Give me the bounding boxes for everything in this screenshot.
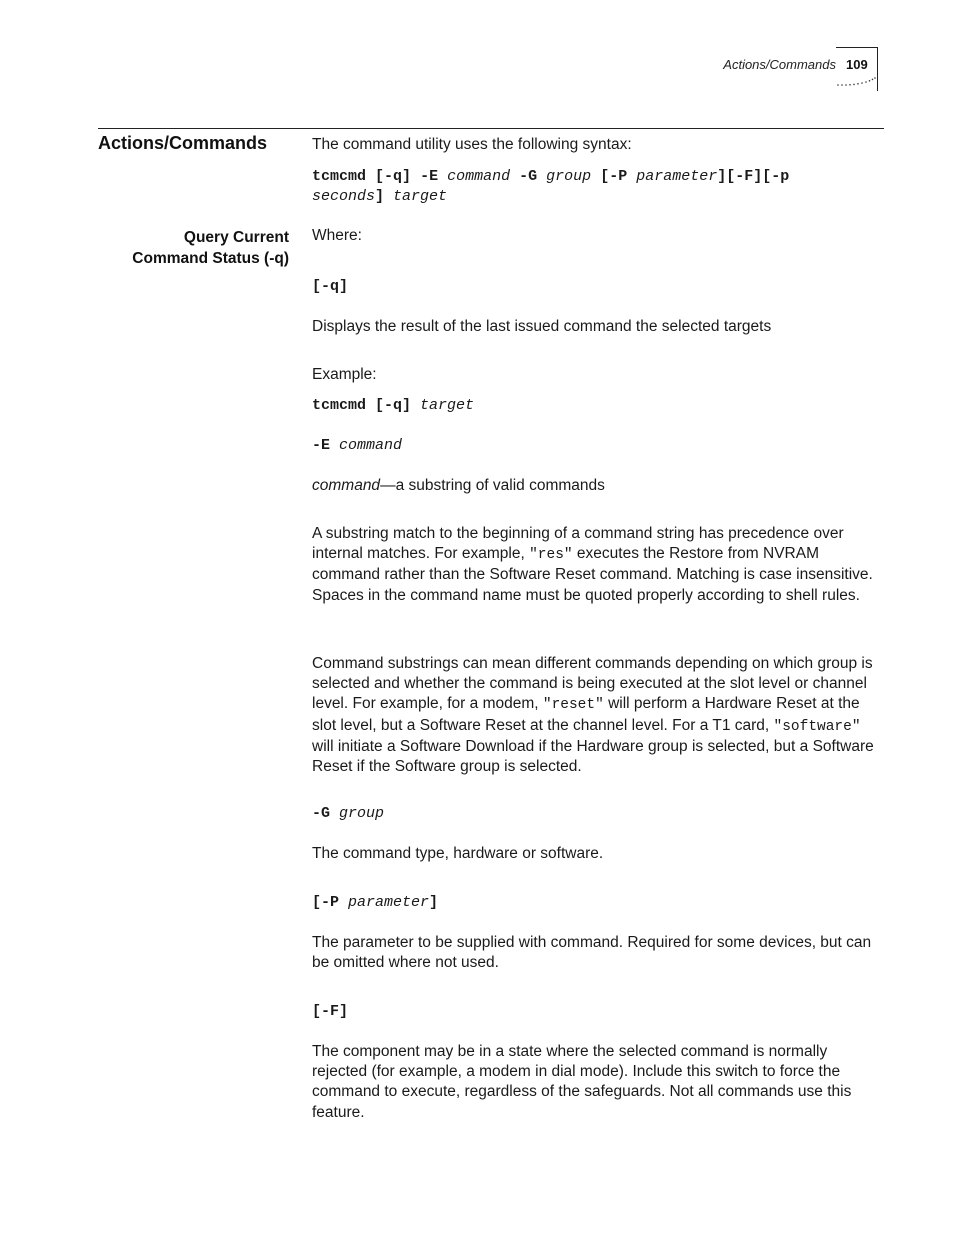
subsection-heading [98,227,289,269]
syntax-p2-open: [-p [762,168,790,185]
e-option-para2: Command substrings can mean different commands depending on which group is selected and whether the command is being executed at the slot level or channel level. For example, for a modem, "reset" will perform a Hardware Reset at the slot level, but a Software Reset at the channel level. For a T1 card, "software" will initiate a Software Download if the Hardware group is selected, but a Software Reset if the Software group is selected. [312,655,874,776]
p-open: [-P [312,894,340,911]
syntax-g-flag: -G [519,168,538,185]
syntax-command-arg: command [447,168,511,185]
code-res: "res" [529,547,573,564]
p-option-label [312,893,884,913]
syntax-q-flag: [-q] [375,168,412,185]
e-def-rest: —a substring of valid commands [380,477,605,494]
e-option-label [312,436,884,456]
e-option-definition [312,476,884,496]
f-option-label: [-F] [312,1003,349,1020]
p-option-desc: The parameter to be supplied with command. Required for some devices, but can be omitted where not used. [312,934,872,972]
syntax-p2-close: ] [375,188,385,205]
syntax-target-arg: target [393,188,448,205]
dotted-curve-decoration [836,76,880,88]
section-heading: Actions/Commands [98,133,268,153]
example-label: Example: [312,366,377,383]
p-arg: parameter [348,894,430,911]
syntax-f-flag: [-F] [726,168,763,185]
subsection-heading-line2: Command Status (-q) [132,250,289,267]
syntax-seconds-arg: seconds [312,188,376,205]
where-label: Where: [312,227,362,244]
g-option-label [312,804,884,824]
g-option-desc: The command type, hardware or software. [312,845,604,862]
e-option-para1: A substring match to the beginning of a command string has precedence over internal matches. For example, "res" executes the Restore from NVRAM command rather than the Software Reset command. Matching is case insensitive. Spaces in the command name must be quoted properly according to shell rules. [312,525,873,604]
example-cmd: tcmcmd [-q] [312,397,412,414]
e-flag: -E [312,437,331,454]
q-option-desc: Displays the result of the last issued command the selected targets [312,318,772,335]
page-number: 109 [846,57,868,72]
p-close: ] [429,894,439,911]
e-arg: command [339,437,403,454]
intro-text: The command utility uses the following syntax: [312,136,632,153]
code-reset: "reset" [542,697,604,714]
e-def-term: command [312,477,381,494]
subsection-heading-line1: Query Current [183,229,289,246]
q-option-label: [-q] [312,278,349,295]
syntax-e-flag: -E [420,168,439,185]
code-software: "software" [773,718,861,735]
page-number-box-top [836,47,878,48]
q-option-example [312,396,884,416]
section-rule [98,128,884,129]
syntax-line [312,167,884,207]
syntax-p-open: [-P [600,168,628,185]
g-arg: group [339,805,385,822]
f-option-desc: The component may be in a state where the selected command is normally rejected (for example, a modem in dial mode). Include this switch to force the command to execute, regardless of the safeguards. Not all commands use this feature. [312,1043,852,1121]
example-target: target [420,397,475,414]
running-header-title: Actions/Commands [723,57,836,72]
syntax-p-close: ] [717,168,727,185]
syntax-group-arg: group [546,168,592,185]
syntax-cmd: tcmcmd [312,168,367,185]
g-flag: -G [312,805,331,822]
syntax-parameter-arg: parameter [636,168,718,185]
